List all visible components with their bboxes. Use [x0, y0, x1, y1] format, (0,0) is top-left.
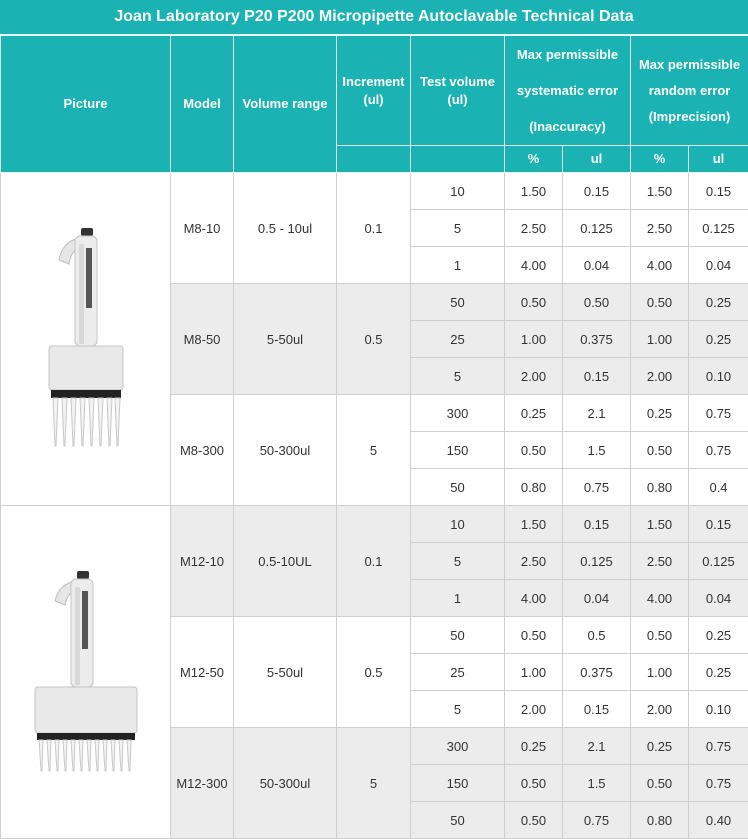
test-volume-cell: 5 — [411, 210, 505, 247]
test-volume-cell: 1 — [411, 247, 505, 284]
systematic-ul-cell: 1.5 — [563, 432, 631, 469]
systematic-ul-cell: 0.375 — [563, 321, 631, 358]
test-volume-cell: 5 — [411, 691, 505, 728]
header-random-l2: random error — [631, 78, 748, 104]
systematic-pct-cell: 0.50 — [505, 284, 563, 321]
header-test-volume-unit: (ul) — [411, 91, 504, 109]
random-ul-cell: 0.10 — [689, 691, 748, 728]
header-test-volume — [411, 36, 505, 146]
header-test-volume-label: Test volume — [411, 73, 504, 91]
systematic-ul-cell: 0.125 — [563, 543, 631, 580]
test-volume-cell: 10 — [411, 506, 505, 543]
random-pct-cell: 2.50 — [631, 210, 689, 247]
model-cell: M8-50 — [171, 284, 234, 395]
systematic-ul-cell: 0.15 — [563, 358, 631, 395]
random-ul-cell: 0.04 — [689, 580, 748, 617]
model-cell: M8-300 — [171, 395, 234, 506]
systematic-ul-cell: 0.75 — [563, 802, 631, 839]
test-volume-cell: 5 — [411, 543, 505, 580]
random-ul-cell: 0.4 — [689, 469, 748, 506]
systematic-pct-cell: 0.50 — [505, 432, 563, 469]
increment-cell: 0.5 — [337, 284, 411, 395]
header-volume-range: Volume range — [234, 36, 337, 173]
header-random-pct: % — [631, 146, 689, 173]
systematic-pct-cell: 1.00 — [505, 321, 563, 358]
model-cell: M12-300 — [171, 728, 234, 839]
header-blank — [337, 146, 411, 173]
header-systematic-error — [505, 36, 631, 146]
random-ul-cell: 0.15 — [689, 506, 748, 543]
systematic-pct-cell: 2.00 — [505, 691, 563, 728]
random-ul-cell: 0.25 — [689, 284, 748, 321]
random-ul-cell: 0.25 — [689, 617, 748, 654]
systematic-ul-cell: 0.125 — [563, 210, 631, 247]
test-volume-cell: 50 — [411, 284, 505, 321]
test-volume-cell: 5 — [411, 358, 505, 395]
test-volume-cell: 25 — [411, 654, 505, 691]
random-ul-cell: 0.125 — [689, 543, 748, 580]
random-pct-cell: 2.50 — [631, 543, 689, 580]
header-systematic-l2: systematic error — [505, 73, 630, 109]
random-pct-cell: 2.00 — [631, 358, 689, 395]
increment-cell: 0.5 — [337, 617, 411, 728]
systematic-ul-cell: 0.50 — [563, 284, 631, 321]
random-ul-cell: 0.125 — [689, 210, 748, 247]
systematic-ul-cell: 0.15 — [563, 506, 631, 543]
random-ul-cell: 0.25 — [689, 654, 748, 691]
12-channel-pipette-icon — [31, 567, 141, 777]
random-ul-cell: 0.15 — [689, 173, 748, 210]
random-pct-cell: 1.00 — [631, 654, 689, 691]
page-title: Joan Laboratory P20 P200 Micropipette Autoclavable Technical Data — [0, 0, 748, 35]
random-pct-cell: 0.50 — [631, 617, 689, 654]
systematic-pct-cell: 4.00 — [505, 580, 563, 617]
systematic-pct-cell: 0.80 — [505, 469, 563, 506]
random-pct-cell: 0.50 — [631, 765, 689, 802]
random-ul-cell: 0.75 — [689, 395, 748, 432]
volume-range-cell: 0.5-10UL — [234, 506, 337, 617]
test-volume-cell: 25 — [411, 321, 505, 358]
random-pct-cell: 0.50 — [631, 284, 689, 321]
volume-range-cell: 0.5 - 10ul — [234, 173, 337, 284]
random-ul-cell: 0.04 — [689, 247, 748, 284]
test-volume-cell: 300 — [411, 395, 505, 432]
test-volume-cell: 50 — [411, 617, 505, 654]
model-cell: M12-50 — [171, 617, 234, 728]
random-pct-cell: 4.00 — [631, 247, 689, 284]
header-blank — [411, 146, 505, 173]
systematic-ul-cell: 0.04 — [563, 247, 631, 284]
systematic-ul-cell: 0.15 — [563, 691, 631, 728]
test-volume-cell: 300 — [411, 728, 505, 765]
increment-cell: 5 — [337, 395, 411, 506]
8-channel-pipette-icon — [41, 224, 131, 454]
test-volume-cell: 150 — [411, 432, 505, 469]
header-systematic-l3: (Inaccuracy) — [505, 109, 630, 145]
random-ul-cell: 0.75 — [689, 765, 748, 802]
systematic-pct-cell: 0.50 — [505, 617, 563, 654]
systematic-pct-cell: 2.50 — [505, 543, 563, 580]
header-random-l3: (Imprecision) — [631, 104, 748, 130]
header-increment — [337, 36, 411, 146]
test-volume-cell: 50 — [411, 802, 505, 839]
random-pct-cell: 1.00 — [631, 321, 689, 358]
picture-cell — [1, 506, 171, 839]
header-picture: Picture — [1, 36, 171, 173]
table-row — [1, 506, 748, 543]
systematic-ul-cell: 0.5 — [563, 617, 631, 654]
volume-range-cell: 50-300ul — [234, 395, 337, 506]
increment-cell: 0.1 — [337, 173, 411, 284]
systematic-pct-cell: 0.25 — [505, 395, 563, 432]
volume-range-cell: 5-50ul — [234, 617, 337, 728]
test-volume-cell: 10 — [411, 173, 505, 210]
table-row — [1, 173, 748, 210]
header-model: Model — [171, 36, 234, 173]
systematic-pct-cell: 0.25 — [505, 728, 563, 765]
systematic-pct-cell: 0.50 — [505, 802, 563, 839]
systematic-pct-cell: 4.00 — [505, 247, 563, 284]
header-increment-label: Increment — [337, 73, 410, 91]
random-pct-cell: 2.00 — [631, 691, 689, 728]
volume-range-cell: 50-300ul — [234, 728, 337, 839]
header-systematic-ul: ul — [563, 146, 631, 173]
systematic-pct-cell: 1.50 — [505, 506, 563, 543]
picture-cell — [1, 173, 171, 506]
model-cell: M8-10 — [171, 173, 234, 284]
random-ul-cell: 0.75 — [689, 728, 748, 765]
systematic-pct-cell: 1.50 — [505, 173, 563, 210]
random-pct-cell: 0.50 — [631, 432, 689, 469]
systematic-ul-cell: 2.1 — [563, 728, 631, 765]
systematic-ul-cell: 0.04 — [563, 580, 631, 617]
systematic-ul-cell: 0.15 — [563, 173, 631, 210]
systematic-ul-cell: 1.5 — [563, 765, 631, 802]
random-ul-cell: 0.10 — [689, 358, 748, 395]
random-pct-cell: 0.80 — [631, 802, 689, 839]
systematic-ul-cell: 2.1 — [563, 395, 631, 432]
random-pct-cell: 1.50 — [631, 173, 689, 210]
systematic-pct-cell: 1.00 — [505, 654, 563, 691]
random-pct-cell: 4.00 — [631, 580, 689, 617]
random-pct-cell: 0.25 — [631, 728, 689, 765]
increment-cell: 0.1 — [337, 506, 411, 617]
systematic-pct-cell: 2.50 — [505, 210, 563, 247]
random-pct-cell: 0.80 — [631, 469, 689, 506]
systematic-ul-cell: 0.375 — [563, 654, 631, 691]
random-ul-cell: 0.25 — [689, 321, 748, 358]
systematic-pct-cell: 2.00 — [505, 358, 563, 395]
header-systematic-l1: Max permissible — [505, 37, 630, 73]
test-volume-cell: 50 — [411, 469, 505, 506]
test-volume-cell: 150 — [411, 765, 505, 802]
volume-range-cell: 5-50ul — [234, 284, 337, 395]
increment-cell: 5 — [337, 728, 411, 839]
header-random-ul: ul — [689, 146, 748, 173]
tech-data-table — [0, 35, 748, 839]
header-increment-unit: (ul) — [337, 91, 410, 109]
random-ul-cell: 0.40 — [689, 802, 748, 839]
header-random-error — [631, 36, 748, 146]
model-cell: M12-10 — [171, 506, 234, 617]
random-pct-cell: 1.50 — [631, 506, 689, 543]
random-ul-cell: 0.75 — [689, 432, 748, 469]
header-random-l1: Max permissible — [631, 52, 748, 78]
systematic-pct-cell: 0.50 — [505, 765, 563, 802]
table-body — [1, 173, 748, 839]
systematic-ul-cell: 0.75 — [563, 469, 631, 506]
test-volume-cell: 1 — [411, 580, 505, 617]
header-systematic-pct: % — [505, 146, 563, 173]
random-pct-cell: 0.25 — [631, 395, 689, 432]
